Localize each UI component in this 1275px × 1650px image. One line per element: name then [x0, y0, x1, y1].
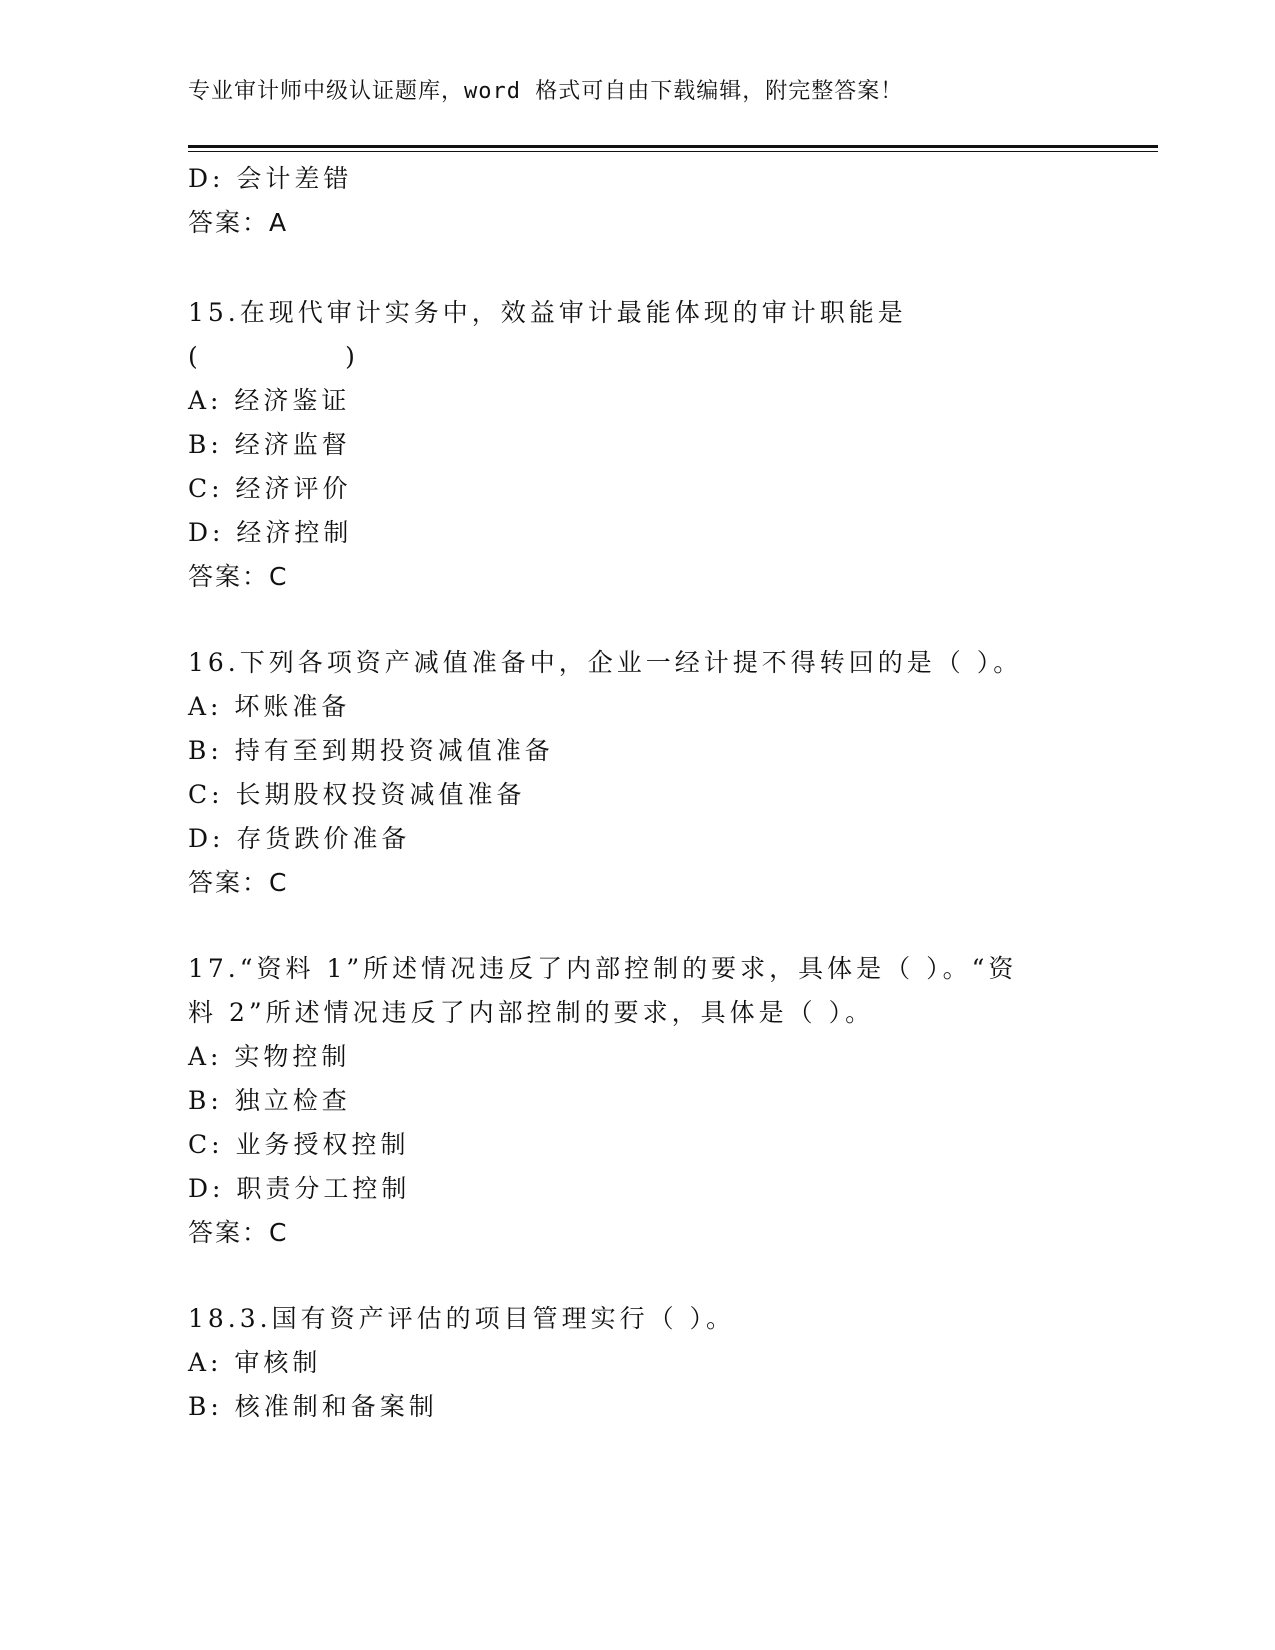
q17-option-b: B: 独立检查: [188, 1086, 351, 1115]
q15-stem-line2: ( ): [188, 342, 359, 371]
q15-answer: 答案：C: [188, 562, 289, 591]
header-note: 专业审计师中级认证题库，word 格式可自由下载编辑，附完整答案！: [188, 79, 904, 104]
q16-option-c: C: 长期股权投资减值准备: [188, 780, 526, 809]
q17-option-a: A: 实物控制: [188, 1042, 351, 1071]
q14-answer: 答案：A: [188, 208, 289, 237]
q16-stem-line1: 16.下列各项资产减值准备中，企业一经计提不得转回的是（ ）。: [188, 648, 1023, 677]
q17-answer: 答案：C: [188, 1218, 289, 1247]
q18-option-a: A: 审核制: [188, 1348, 322, 1377]
q15-option-c: C: 经济评价: [188, 474, 352, 503]
q18-stem-line1: 18.3.国有资产评估的项目管理实行（ ）。: [188, 1304, 736, 1333]
q15-option-d: D: 经济控制: [188, 518, 353, 547]
q16-answer: 答案：C: [188, 868, 289, 897]
q15-option-b: B: 经济监督: [188, 430, 351, 459]
q15-option-a: A: 经济鉴证: [188, 386, 351, 415]
q17-stem-line1: 17.“资料 1”所述情况违反了内部控制的要求，具体是（ ）。“资: [188, 954, 1018, 983]
header-rule-thick: [188, 145, 1158, 148]
q14-option-d: D: 会计差错: [188, 164, 353, 193]
q16-option-b: B: 持有至到期投资减值准备: [188, 736, 554, 765]
q15-stem-line1: 15.在现代审计实务中，效益审计最能体现的审计职能是: [188, 298, 907, 327]
q17-option-d: D: 职责分工控制: [188, 1174, 411, 1203]
q18-option-b: B: 核准制和备案制: [188, 1392, 438, 1421]
q16-option-a: A: 坏账准备: [188, 692, 351, 721]
q17-stem-line2: 料 2”所述情况违反了内部控制的要求，具体是（ ）。: [188, 998, 875, 1027]
q17-option-c: C: 业务授权控制: [188, 1130, 410, 1159]
q16-option-d: D: 存货跌价准备: [188, 824, 411, 853]
header-rule-thin: [188, 151, 1158, 152]
